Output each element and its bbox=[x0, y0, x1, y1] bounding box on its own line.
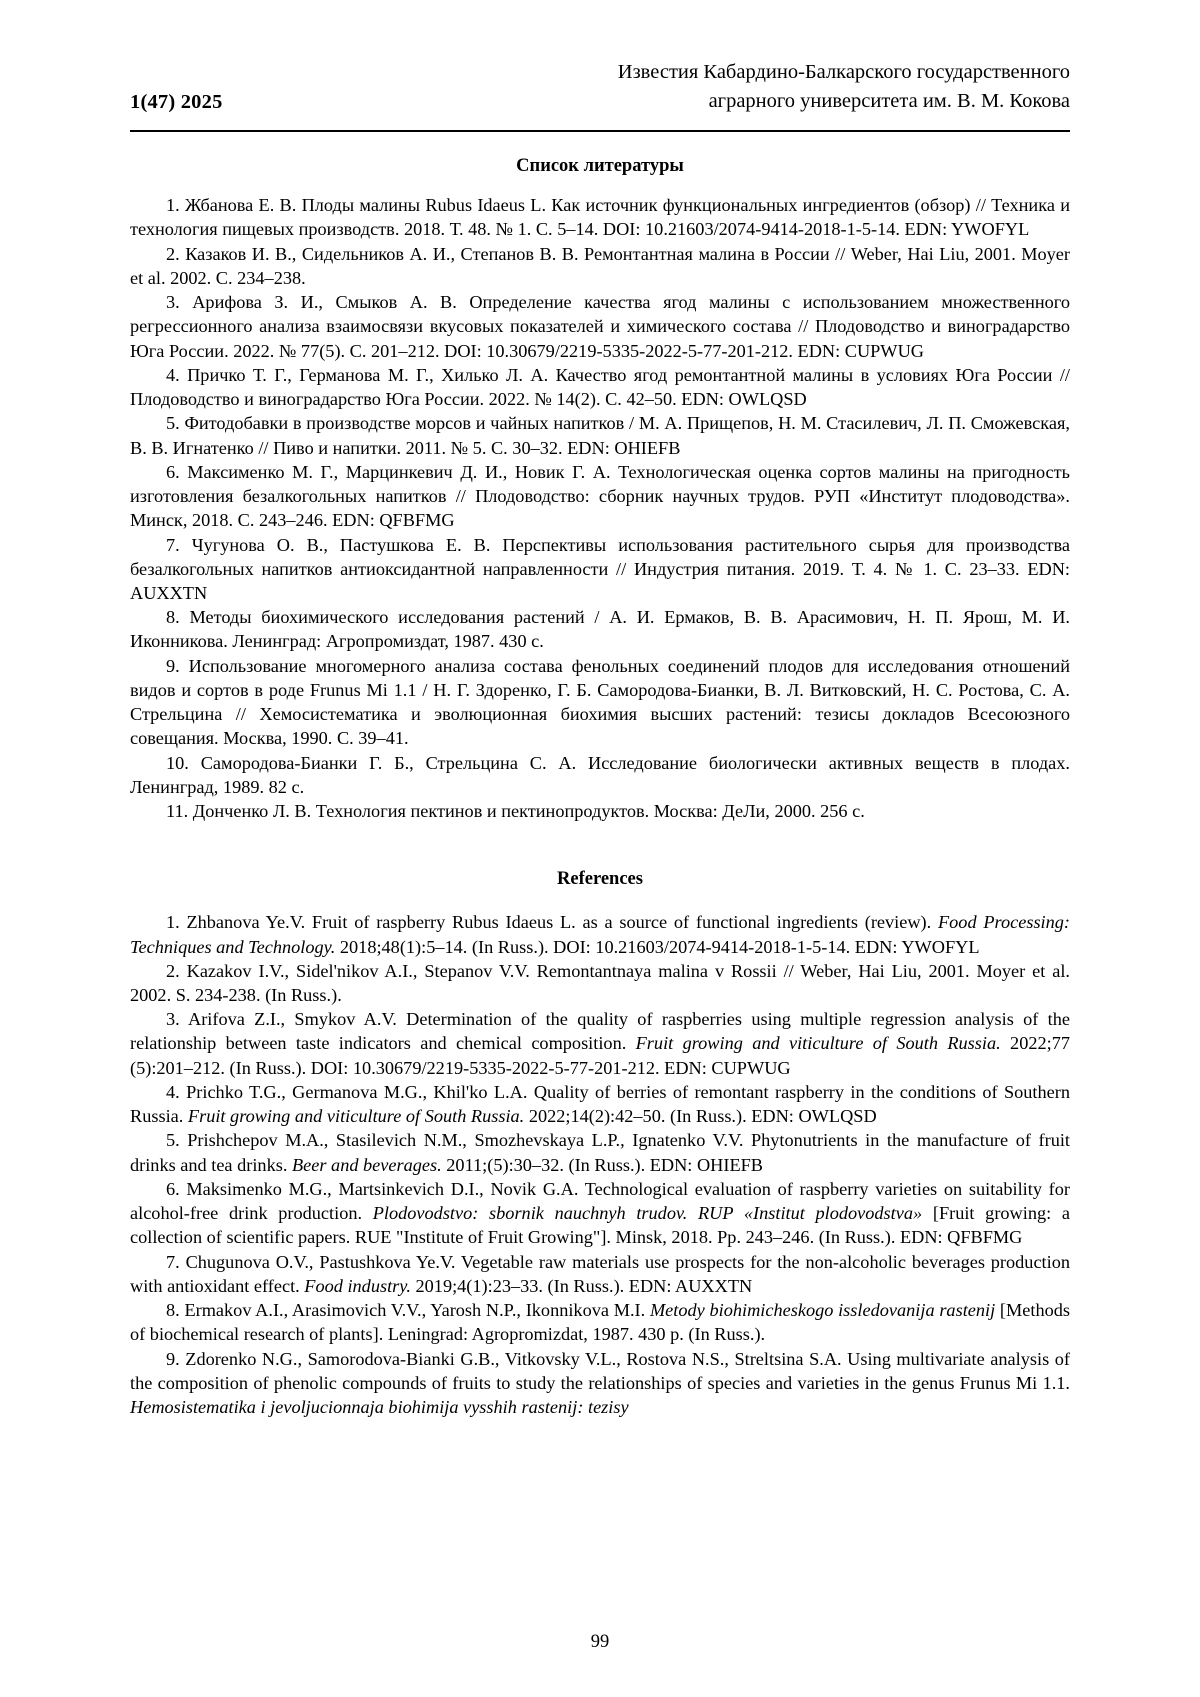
reference-text-run: Plodovodstvo: sbornik nauchnyh trudov. RUP «Institut plodovodstva» bbox=[372, 1203, 923, 1224]
reference-text-run: [Methods of biochemical research of plants]. Leningrad: Agropromizdat, 1987. 430 p. (In Russ.). bbox=[130, 1300, 1070, 1345]
reference-text-run: Fruit growing and viticulture of South Russia. bbox=[187, 1106, 525, 1127]
issue-number: 1(47) 2025 bbox=[130, 91, 223, 114]
reference-item-ru: 10. Самородова-Бианки Г. Б., Стрельцина С. А. Исследование биологически активных веществ в плодах. Ленинград, 1989. 82 с. bbox=[130, 752, 1070, 797]
reference-text-run: 2018;48(1):5–14. (In Russ.). DOI: 10.21603/2074-9414-2018-1-5-14. EDN: YWOFYL bbox=[335, 936, 980, 957]
journal-title-line1: Известия Кабардино-Балкарского государственного bbox=[617, 61, 1070, 83]
reference-item-en bbox=[130, 1177, 1070, 1250]
reference-item-en bbox=[130, 910, 1070, 958]
reference-text-run: Food Processing: Techniques and Technology. bbox=[130, 912, 1071, 957]
reference-item-ru: 8. Методы биохимического исследования растений / А. И. Ермаков, В. В. Арасимович, Н. П. Ярош, М. И. Иконникова. Ленинград: Агропромиздат, 1987. 430 с. bbox=[130, 607, 1070, 652]
reference-item-ru: 2. Казаков И. В., Сидельников А. И., Степанов В. В. Ремонтантная малина в России // Weber, Hai Liu, 2001. Moyer et al. 2002. С. 234–238. bbox=[130, 243, 1070, 288]
reference-item-ru: 7. Чугунова О. В., Пастушкова Е. В. Перспективы использования растительного сырья для производства безалкогольных напитков антиоксидантной направленности // Индустрия питания. 2019. Т. 4. № 1. С. 23–33. EDN: AUXXTN bbox=[130, 534, 1070, 603]
reference-item-en bbox=[130, 1080, 1070, 1128]
reference-item-ru: 3. Арифова З. И., Смыков А. В. Определение качества ягод малины с использованием множественного регрессионного анализа взаимосвязи вкусовых показателей и химического состава // Плодоводство и виноградарство Юга России. 2022. № 77(5). С. 201–212. DOI: 10.30679/2219-5335-2022-5-77-201-212. EDN: CUPWUG bbox=[130, 292, 1070, 361]
reference-text-run: 2019;4(1):23–33. (In Russ.). EDN: AUXXTN bbox=[410, 1275, 753, 1296]
journal-title-line2: аграрного университета им. В. М. Кокова bbox=[708, 90, 1070, 113]
reference-text-run: Food industry. bbox=[304, 1275, 411, 1296]
reference-item-ru: 6. Максименко М. Г., Марцинкевич Д. И., Новик Г. А. Технологическая оценка сортов малины на пригодность изготовления безалкогольных напитков // Плодоводство: сборник научных трудов. РУП «Институт плодоводства». Минск, 2018. С. 243–246. EDN: QFBFMG bbox=[130, 461, 1070, 531]
reference-text-run: 5. Prishchepov M.A., Stasilevich N.M., Smozhevskaya L.P., Ignatenko V.V. Phytonutrients in the manufacture of fruit drinks and tea drinks. bbox=[130, 1130, 1070, 1175]
reference-text-run: Hemosistematika i jevoljucionnaja biohimija vysshih rastenij: tezisy bbox=[130, 1397, 629, 1417]
reference-item-ru: 1. Жбанова Е. В. Плоды малины Rubus Idaeus L. Как источник функциональных ингредиентов (обзор) // Техника и технология пищевых производств. 2018. Т. 48. № 1. С. 5–14. DOI: 10.21603/2074-9414-2018-1-5-14. EDN: YWOFYL bbox=[130, 195, 1070, 240]
page-number: 99 bbox=[590, 1632, 610, 1652]
reference-item-ru: 11. Донченко Л. В. Технология пектинов и пектинопродуктов. Москва: ДеЛи, 2000. 256 с. bbox=[166, 801, 865, 822]
reference-item-ru: 9. Использование многомерного анализа состава фенольных соединений плодов для исследования отношений видов и сортов в роде Frunus Mi 1.1 / Н. Г. Здоренко, Г. Б. Самородова-Бианки, В. Л. Витковский, Н. С. Ростова, С. А. Стрельцина // Хемосистематика и эволюционная биохимия высших растений: тезисы докладов Всесоюзного совещания. Москва, 1990. С. 39–41. bbox=[130, 655, 1070, 749]
reference-text-run: 2022;14(2):42–50. (In Russ.). EDN: OWLQSD bbox=[524, 1106, 877, 1127]
reference-text-run: 2. Kazakov I.V., Sidel'nikov A.I., Stepanov V.V. Remontantnaya malina v Rossii // Weber, Hai Liu, 2001. Moyer et al. 2002. S. 234-238. (In Russ.). bbox=[130, 960, 1070, 1006]
reference-text-run: 9. Zdorenko N.G., Samorodova-Bianki G.B., Vitkovsky V.L., Rostova N.S., Streltsina S.A. Using multivariate analysis of the composition of phenolic compounds of fruits to study the relationships of species and varieties in the genus Frunus Mi 1.1. bbox=[130, 1348, 1070, 1393]
reference-item-en bbox=[130, 1250, 1070, 1298]
references-en-heading: References bbox=[557, 869, 643, 890]
reference-item-en bbox=[130, 1347, 1070, 1420]
reference-text-run: 6. Maksimenko M.G., Martsinkevich D.I., Novik G.A. Technological evaluation of raspberry varieties on suitability for alcohol-free drink production. bbox=[130, 1178, 1070, 1224]
references-ru-heading: Список литературы bbox=[516, 156, 684, 177]
reference-text-run: 4. Prichko T.G., Germanova M.G., Khil'ko L.A. Quality of berries of remontant raspberry in the conditions of Southern Russia. bbox=[130, 1081, 1070, 1127]
reference-item-ru: 5. Фитодобавки в производстве морсов и чайных напитков / М. А. Прищепов, Н. М. Стасилевич, Л. П. Сможевская, В. В. Игнатенко // Пиво и напитки. 2011. № 5. С. 30–32. EDN: OHIEFB bbox=[130, 413, 1070, 458]
reference-text-run: 3. Arifova Z.I., Smykov A.V. Determination of the quality of raspberries using multiple regression analysis of the relationship between taste indicators and chemical composition. bbox=[130, 1009, 1070, 1054]
reference-text-run: Beer and beverages. bbox=[291, 1154, 442, 1175]
reference-text-run: 8. Ermakov A.I., Arasimovich V.V., Yarosh N.P., Ikonnikova M.I. bbox=[166, 1300, 650, 1321]
journal-title bbox=[223, 58, 1070, 116]
reference-item-en bbox=[130, 959, 1070, 1007]
reference-text-run: 2022;77 (5):201–212. (In Russ.). DOI: 10.30679/2219-5335-2022-5-77-201-212. EDN: CUPWUG bbox=[130, 1033, 1070, 1078]
reference-item-en bbox=[130, 1007, 1070, 1080]
reference-item-en bbox=[130, 1128, 1070, 1176]
reference-text-run: 7. Chugunova O.V., Pastushkova Ye.V. Vegetable raw materials use prospects for the non-alcoholic beverages production with antioxidant effect. bbox=[130, 1251, 1070, 1296]
reference-text-run: Fruit growing and viticulture of South Russia. bbox=[635, 1033, 1001, 1054]
references-ru-list bbox=[130, 193, 1070, 823]
reference-item-en bbox=[130, 1298, 1070, 1346]
reference-text-run: [Fruit growing: a collection of scientific papers. RUE "Institute of Fruit Growing"]. Minsk, 2018. Pp. 243–246. (In Russ.). EDN: QFBFMG bbox=[130, 1203, 1071, 1248]
reference-text-run: 2011;(5):30–32. (In Russ.). EDN: OHIEFB bbox=[441, 1154, 763, 1175]
reference-text-run: Metody biohimicheskogo issledovanija rastenij bbox=[649, 1300, 996, 1321]
reference-item-ru: 4. Причко Т. Г., Германова М. Г., Хилько Л. А. Качество ягод ремонтантной малины в условиях Юга России // Плодоводство и виноградарство Юга России. 2022. № 14(2). С. 42–50. EDN: OWLQSD bbox=[130, 364, 1070, 410]
page-header bbox=[130, 58, 1070, 126]
header-divider bbox=[130, 130, 1070, 132]
reference-text-run: 1. Zhbanova Ye.V. Fruit of raspberry Rubus Idaeus L. as a source of functional ingredients (review). bbox=[166, 912, 938, 933]
references-en-list bbox=[130, 910, 1070, 1419]
